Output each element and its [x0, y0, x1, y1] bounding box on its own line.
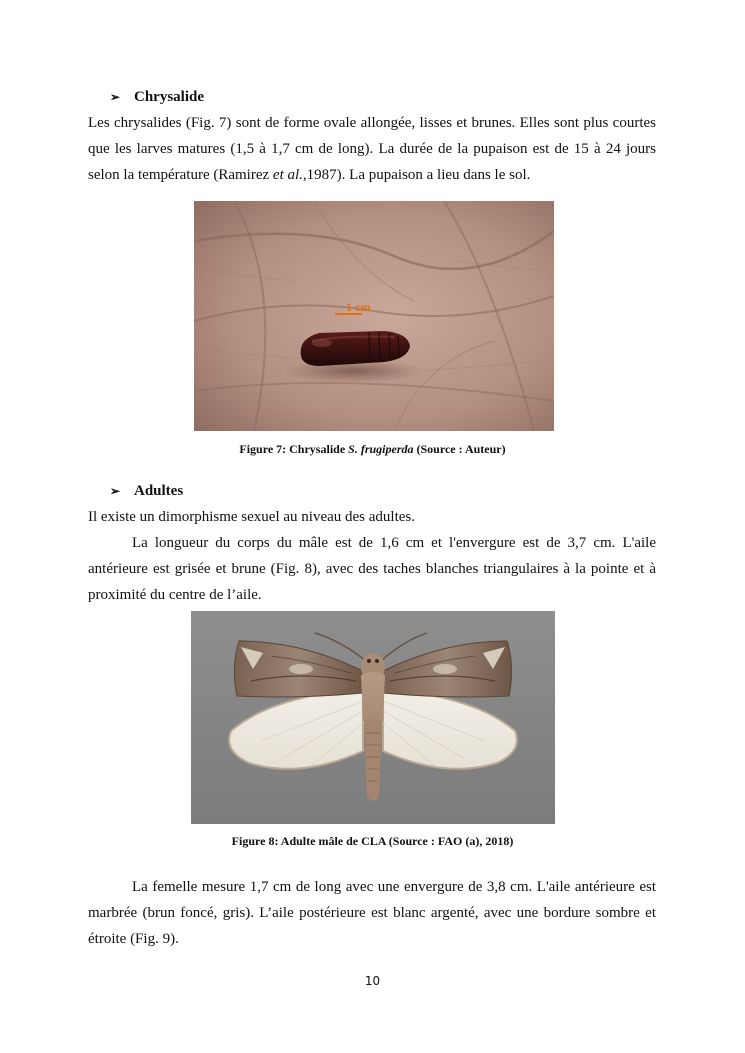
figure-8-photo	[191, 611, 555, 824]
pupa-on-hand-image	[194, 201, 554, 431]
figure-7-caption-a: Figure 7: Chrysalide	[239, 442, 349, 456]
heading-chrysalide-label: Chrysalide	[134, 89, 205, 105]
paragraph-female: La femelle mesure 1,7 cm de long avec une envergure de 3,8 cm. L'aile antérieure est marbrée (brun foncé, gris). L’aile postérieure est blanc argenté, avec une bordure sombre et étroite (Fig. 9).	[88, 879, 656, 947]
figure-7-caption	[0, 442, 745, 457]
paragraph-chrysalide-end: 1987). La pupaison a lieu dans le sol.	[306, 167, 531, 183]
scale-label: 1 cm	[346, 300, 371, 314]
heading-adultes-label: Adultes	[134, 483, 184, 499]
heading-chrysalide	[110, 89, 204, 106]
paragraph-male: La longueur du corps du mâle est de 1,6 cm et l'envergure est de 3,7 cm. L'aile antérieure est grisée et brune (Fig. 8), avec des taches blanches triangulaires à la pointe et à proximité du centre de l’aile.	[88, 535, 656, 603]
paragraph-chrysalide-text: Les chrysalides (Fig. 7) sont de forme ovale allongée, lisses et brunes. Elles sont plus courtes que les larves matures (1,5 à 1,7 cm de long). La durée de la pupaison est de 15 à 24 jours selon la température (Ramirez	[88, 115, 656, 183]
paragraph-chrysalide-italic: et al.,	[272, 167, 307, 183]
page-number: 10	[364, 974, 381, 988]
figure-7-photo	[194, 201, 554, 431]
paragraph-adultes-intro: Il existe un dimorphisme sexuel au niveau des adultes.	[88, 509, 416, 525]
figure-7-caption-b: (Source : Auteur)	[413, 442, 506, 456]
arrow-bullet-icon: ➢	[110, 90, 121, 104]
arrow-bullet-icon: ➢	[110, 484, 121, 498]
figure-8-caption: Figure 8: Adulte mâle de CLA (Source : FAO (a), 2018)	[231, 834, 514, 848]
moth-image	[191, 611, 555, 824]
heading-adultes	[110, 483, 183, 500]
figure-7-caption-italic: S. frugiperda	[348, 442, 414, 456]
paragraph-chrysalide	[88, 110, 656, 188]
